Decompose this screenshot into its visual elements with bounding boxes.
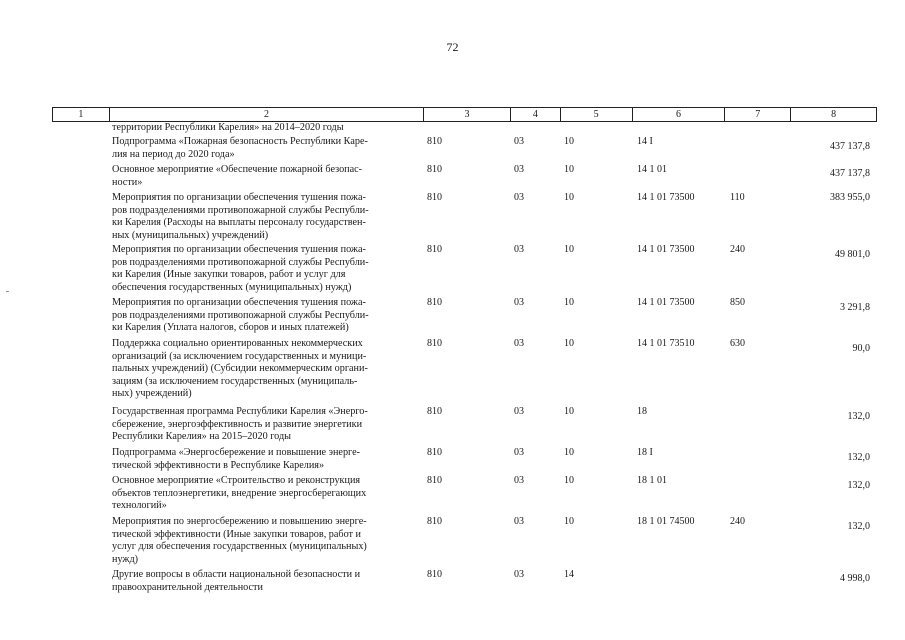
- cell-5: 10: [564, 244, 574, 255]
- cell-4: 03: [514, 244, 524, 255]
- row-description: Поддержка социально ориентированных некоммерческих организаций (за исключением государственных и муници- пальных учреждений) (Субсидии некоммерческим органи- зациям (за исключением государственных (муниципаль- ных) учреждений): [112, 338, 368, 400]
- cell-7: 630: [730, 338, 745, 349]
- header-col-3: 3: [424, 108, 511, 121]
- cell-3: 810: [427, 447, 442, 458]
- cell-4: 03: [514, 569, 524, 580]
- cell-8: 49 801,0: [835, 249, 870, 260]
- cell-6: 18 1 01 74500: [637, 516, 695, 527]
- header-col-8: 8: [831, 109, 837, 120]
- cell-6: 14 1 01 73500: [637, 192, 695, 203]
- cell-6: 14 1 01 73510: [637, 338, 695, 349]
- cell-4: 03: [514, 192, 524, 203]
- header-col-6: 6: [633, 108, 726, 121]
- cell-4: 03: [514, 338, 524, 349]
- cell-5: 10: [564, 406, 574, 417]
- cell-3: 810: [427, 338, 442, 349]
- cell-4: 03: [514, 297, 524, 308]
- cell-5: 10: [564, 192, 574, 203]
- cell-3: 810: [427, 136, 442, 147]
- cell-8: 437 137,8: [830, 141, 870, 152]
- cell-5: 10: [564, 136, 574, 147]
- header-col-4: 4: [511, 108, 561, 121]
- cell-4: 03: [514, 516, 524, 527]
- cell-6: 18 I: [637, 447, 653, 458]
- row-description: Мероприятия по энергосбережению и повышению энерге- тической эффективности (Иные закупки товаров, работ и услуг для обеспечения государственных (муниципальных) нужд): [112, 516, 367, 565]
- cell-8: 132,0: [847, 411, 870, 422]
- cell-3: 810: [427, 516, 442, 527]
- cell-6: 14 I: [637, 136, 653, 147]
- cell-8: 132,0: [847, 480, 870, 491]
- row-description: Мероприятия по организации обеспечения тушения пожа- ров подразделениями противопожарной службы Республи- ки Карелия (Иные закупки товаров, работ и услуг для обеспечения государственных (муниципальных) нужд): [112, 244, 369, 293]
- row-description: Другие вопросы в области национальной безопасности и правоохранительной деятельности: [112, 569, 361, 593]
- cell-4: 03: [514, 164, 524, 175]
- cell-6: 18 1 01: [637, 475, 667, 486]
- cell-8: 3 291,8: [840, 302, 870, 313]
- cell-5: 10: [564, 516, 574, 527]
- cell-3: 810: [427, 297, 442, 308]
- cell-6: 14 1 01: [637, 164, 667, 175]
- cell-7: 110: [730, 192, 745, 203]
- cell-5: 10: [564, 475, 574, 486]
- row-description: Подпрограмма «Энергосбережение и повышение энерге- тической эффективности в Республике Карелия»: [112, 447, 360, 471]
- cell-6: 18: [637, 406, 647, 417]
- cell-3: 810: [427, 475, 442, 486]
- row-description: Мероприятия по организации обеспечения тушения пожа- ров подразделениями противопожарной службы Республи- ки Карелия (Уплата налогов, сборов и иных платежей): [112, 297, 369, 334]
- cell-3: 810: [427, 569, 442, 580]
- cell-8: 437 137,8: [830, 168, 870, 179]
- row-description: Основное мероприятие «Обеспечение пожарной безопас- ности»: [112, 164, 363, 188]
- cell-3: 810: [427, 244, 442, 255]
- row-description: Мероприятия по организации обеспечения тушения пожа- ров подразделениями противопожарной службы Республи- ки Карелия (Расходы на выплаты персоналу государствен- ных (муниципальных) учреждений): [112, 192, 369, 241]
- table-header: [52, 107, 877, 122]
- cell-4: 03: [514, 406, 524, 417]
- row-description: Основное мероприятие «Строительство и реконструкция объектов теплоэнергетики, внедрение энергосберегающих технологий»: [112, 475, 367, 512]
- cell-4: 03: [514, 136, 524, 147]
- cell-5: 14: [564, 569, 574, 580]
- cell-8: 383 955,0: [830, 192, 870, 203]
- header-col-7: 7: [725, 108, 791, 121]
- cell-8: 132,0: [847, 521, 870, 532]
- header-col-5: 5: [561, 108, 633, 121]
- cell-6: 14 1 01 73500: [637, 244, 695, 255]
- cell-3: 810: [427, 164, 442, 175]
- row-description: Подпрограмма «Пожарная безопасность Республики Каре- лия на период до 2020 года»: [112, 136, 368, 160]
- cell-7: 240: [730, 516, 745, 527]
- cell-7: 850: [730, 297, 745, 308]
- cell-3: 810: [427, 192, 442, 203]
- cell-8: 4 998,0: [840, 573, 870, 584]
- header-col-1: 1: [53, 108, 110, 121]
- row-description: Государственная программа Республики Карелия «Энерго- сбережение, энергоэффективность и развитие энергетики Республики Карелия» на 2015–2020 годы: [112, 406, 368, 443]
- cell-6: 14 1 01 73500: [637, 297, 695, 308]
- cell-5: 10: [564, 447, 574, 458]
- page-number: 72: [446, 40, 459, 54]
- cell-4: 03: [514, 447, 524, 458]
- cell-8: 132,0: [847, 452, 870, 463]
- scan-mark: [6, 291, 9, 292]
- row-description: территории Республики Карелия» на 2014–2020 годы: [112, 122, 344, 133]
- cell-7: 240: [730, 244, 745, 255]
- cell-5: 10: [564, 164, 574, 175]
- cell-5: 10: [564, 297, 574, 308]
- cell-8: 90,0: [852, 343, 870, 354]
- cell-5: 10: [564, 338, 574, 349]
- cell-4: 03: [514, 475, 524, 486]
- cell-3: 810: [427, 406, 442, 417]
- header-col-2: 2: [110, 108, 424, 121]
